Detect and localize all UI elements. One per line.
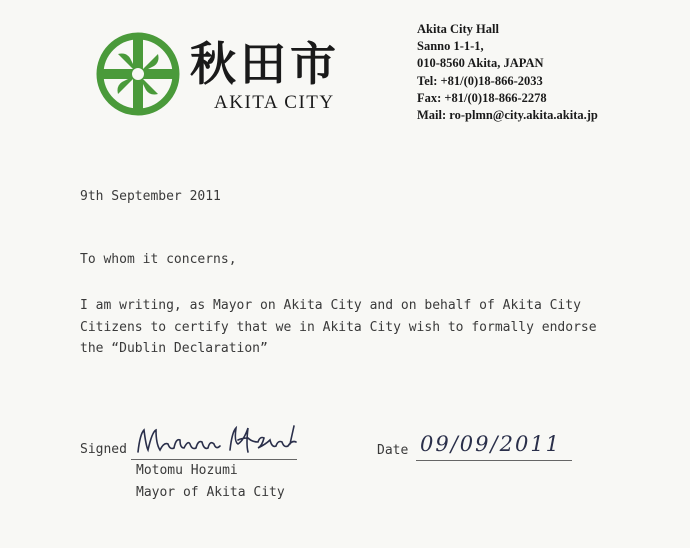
akita-city-emblem-icon <box>96 32 180 116</box>
body-line: the “Dublin Declaration” <box>80 341 268 356</box>
letter-date: 9th September 2011 <box>80 189 221 204</box>
address-line-street: Sanno 1-1-1, <box>417 39 484 54</box>
address-line-mail: Mail: ro-plmn@city.akita.akita.jp <box>417 108 598 123</box>
body-line: I am writing, as Mayor on Akita City and on behalf of Akita City <box>80 298 581 313</box>
body-line: Citizens to certify that we in Akita City wish to formally endorse <box>80 319 597 335</box>
city-name-roman: AKITA CITY <box>214 92 335 113</box>
signatory-name: Motomu Hozumi <box>136 463 238 478</box>
handwritten-signature <box>134 420 304 462</box>
letter-salutation: To whom it concerns, <box>80 252 237 267</box>
address-line-fax: Fax: +81/(0)18-866-2278 <box>417 90 547 105</box>
handwritten-date: 09/09/2011 <box>420 432 562 456</box>
signed-label: Signed <box>80 442 127 457</box>
letterhead-address <box>417 21 598 124</box>
letter-body <box>80 295 597 360</box>
signature-line <box>131 459 297 460</box>
city-name-kanji: 秋田市 <box>190 37 340 91</box>
signatory-title: Mayor of Akita City <box>136 485 285 500</box>
date-label: Date <box>377 443 409 458</box>
address-line-office: Akita City Hall <box>417 22 499 36</box>
date-line <box>416 460 572 461</box>
address-line-tel: Tel: +81/(0)18-866-2033 <box>417 73 543 88</box>
address-line-city: 010-8560 Akita, JAPAN <box>417 56 544 71</box>
